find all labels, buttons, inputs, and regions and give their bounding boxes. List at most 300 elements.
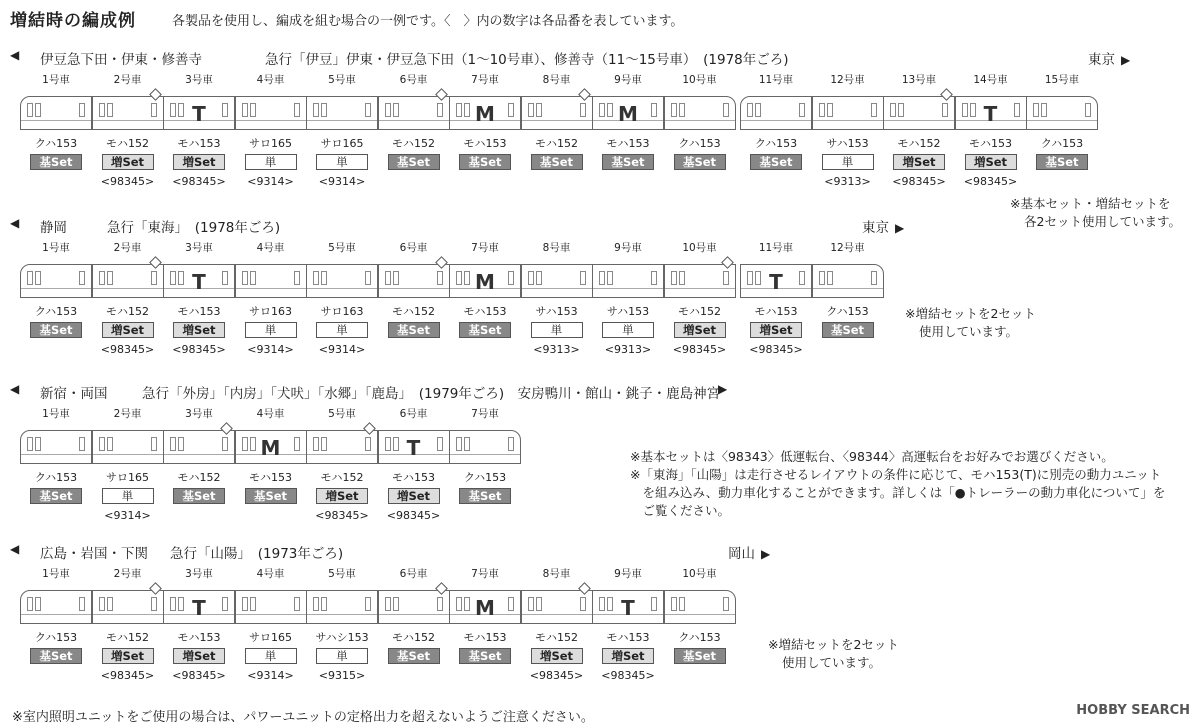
set-badge: 増Set (893, 154, 945, 170)
section-description: 急行「東海」 (1978年ごろ) (107, 220, 281, 236)
car-window (79, 103, 85, 117)
set-badge: 単 (102, 488, 154, 504)
part-number: <98345> (529, 669, 584, 682)
car-type-letter: T (621, 596, 635, 620)
train-car (664, 590, 736, 624)
car-model: クハ153 (463, 471, 507, 484)
set-badge: 増Set (173, 322, 225, 338)
car-number: 1号車 (42, 568, 70, 580)
car-number: 9号車 (614, 74, 642, 86)
section-note: を組み込み、動力車化することができます。詳しくは「●トレーラーの動力車化について」を (630, 485, 1166, 500)
train-car (812, 264, 884, 298)
car-stripe (236, 614, 306, 615)
car-window (651, 271, 657, 285)
car-window (679, 271, 685, 285)
train-car (306, 96, 378, 130)
train-car (1026, 96, 1098, 130)
car-model: サハ153 (826, 137, 869, 150)
part-number: <98345> (172, 669, 226, 682)
car-window (222, 437, 228, 451)
car-window (99, 271, 105, 285)
car-model: サロ165 (249, 137, 292, 150)
car-number: 7号車 (471, 242, 499, 254)
section-description: 急行「外房」「内房」「犬吠」「水郷」「鹿島」 (1979年ごろ) 安房鴨川・館山・銚子・鹿島神宮 (142, 386, 721, 402)
car-stripe (522, 120, 592, 121)
train-car (378, 430, 450, 464)
left-arrow-icon: ◀ (10, 382, 20, 396)
car-number: 10号車 (682, 74, 717, 86)
section-note: ご覧ください。 (630, 503, 731, 518)
section-header (10, 542, 1170, 562)
part-number: <9313> (533, 343, 580, 356)
part-number: <9313> (824, 175, 871, 188)
car-window (679, 597, 685, 611)
car-window (107, 103, 113, 117)
set-badge: 増Set (750, 322, 802, 338)
car-number: 5号車 (328, 568, 356, 580)
car-model: サロ163 (249, 305, 292, 318)
set-badge: 基Set (531, 154, 583, 170)
train-car (20, 590, 92, 624)
set-badge: 基Set (459, 648, 511, 664)
car-type-letter: M (475, 596, 495, 620)
car-model: クハ153 (826, 305, 869, 318)
car-window (321, 103, 327, 117)
car-number: 2号車 (113, 242, 142, 254)
pantograph-icon (435, 88, 448, 101)
part-number: <9314> (318, 175, 366, 188)
train-car (235, 264, 307, 298)
car-window (580, 271, 586, 285)
car-model: モハ152 (897, 137, 941, 150)
part-number: <98345> (386, 509, 441, 522)
part-number: <9314> (318, 343, 366, 356)
car-window (671, 271, 677, 285)
train-car (163, 96, 235, 130)
page-subtitle: 各製品を使用し、編成を組む場合の一例です。〈 〉内の数字は各品番を表しています。 (172, 14, 684, 29)
car-number: 5号車 (328, 74, 356, 86)
car-number: 13号車 (901, 74, 937, 86)
car-window (1033, 103, 1039, 117)
car-model: クハ153 (1040, 137, 1084, 150)
car-model: モハ152 (392, 305, 435, 318)
car-model: クハ153 (678, 137, 721, 150)
section-note: ※「東海」「山陽」は走行させるレイアウトの条件に応じて、モハ153(T)に別売の動力ユニット (630, 467, 1162, 482)
part-number: <9314> (247, 343, 294, 356)
pantograph-icon (435, 256, 448, 269)
car-window (313, 597, 319, 611)
car-window (464, 437, 470, 451)
pantograph-icon (435, 582, 448, 595)
section-header (10, 382, 1170, 402)
section-destination (728, 542, 770, 562)
train-car (306, 590, 378, 624)
train-car (163, 264, 235, 298)
right-arrow-icon: ▶ (761, 547, 771, 561)
car-model: クハ153 (34, 137, 78, 150)
car-window (27, 597, 33, 611)
car-window (321, 271, 327, 285)
car-window (79, 271, 85, 285)
car-model: モハ153 (177, 631, 221, 644)
car-window (151, 271, 157, 285)
set-badge: 増Set (674, 322, 726, 338)
train-car (92, 430, 164, 464)
car-model: モハ153 (392, 471, 435, 484)
set-badge: 単 (245, 322, 297, 338)
set-badge: 増Set (173, 648, 225, 664)
car-window (393, 103, 399, 117)
car-model: サロ165 (249, 631, 292, 644)
train-car (378, 590, 450, 624)
train-car (449, 590, 521, 624)
car-stripe (93, 614, 163, 615)
set-badge: 増Set (102, 154, 154, 170)
car-model: サロ165 (320, 137, 364, 150)
hobby-search-logo: HOBBY SEARCH (1076, 703, 1190, 718)
set-badge: 単 (316, 648, 368, 664)
pantograph-icon (721, 256, 734, 269)
car-type-letter: M (618, 102, 638, 126)
car-window (79, 597, 85, 611)
car-window (294, 271, 300, 285)
car-window (294, 103, 300, 117)
part-number: <98345> (100, 669, 155, 682)
car-stripe (164, 454, 234, 455)
car-stripe (884, 120, 954, 121)
car-window (250, 103, 256, 117)
car-stripe (307, 288, 377, 289)
part-number: <98345> (892, 175, 946, 188)
set-badge: 基Set (674, 648, 726, 664)
car-window (170, 437, 176, 451)
car-number: 8号車 (542, 74, 571, 86)
part-number: <98345> (749, 343, 803, 356)
car-window (99, 437, 105, 451)
set-badge: 増Set (965, 154, 1017, 170)
car-window (747, 103, 753, 117)
car-number: 10号車 (682, 242, 717, 254)
train-car (378, 96, 450, 130)
car-window (151, 437, 157, 451)
car-window (819, 103, 825, 117)
car-model: クハ153 (678, 631, 721, 644)
train-car (449, 264, 521, 298)
car-window (393, 271, 399, 285)
car-window (871, 103, 877, 117)
set-badge: 単 (531, 322, 583, 338)
car-type-letter: T (192, 270, 206, 294)
train-car (521, 96, 593, 130)
train-car (521, 264, 593, 298)
set-badge: 基Set (750, 154, 802, 170)
set-badge: 基Set (388, 322, 440, 338)
car-window (528, 271, 534, 285)
set-badge: 基Set (30, 154, 82, 170)
car-number: 6号車 (399, 74, 428, 86)
car-number: 14号車 (973, 74, 1008, 86)
train-car (812, 96, 884, 130)
car-number: 3号車 (185, 74, 213, 86)
car-window (27, 437, 33, 451)
car-window (898, 103, 904, 117)
car-window (99, 597, 105, 611)
car-stripe (236, 120, 306, 121)
car-window (385, 103, 391, 117)
train-car (521, 590, 593, 624)
car-stripe (93, 454, 163, 455)
part-number: <98345> (100, 343, 155, 356)
car-number: 2号車 (113, 74, 142, 86)
car-window (819, 271, 825, 285)
car-window (528, 103, 534, 117)
car-stripe (236, 288, 306, 289)
car-window (385, 597, 391, 611)
car-window (437, 103, 443, 117)
part-number: <9314> (247, 669, 294, 682)
train-car (20, 430, 92, 464)
car-number: 6号車 (399, 242, 428, 254)
section-description: 急行「伊豆」伊東・伊豆急下田（1～10号車）、修善寺（11～15号車） (1978年ごろ) (265, 52, 789, 68)
section-destination (862, 216, 904, 236)
train-car (592, 264, 664, 298)
car-number: 7号車 (471, 74, 499, 86)
car-stripe (21, 120, 91, 121)
part-number: <98345> (672, 343, 727, 356)
car-number: 5号車 (328, 408, 356, 420)
car-number: 5号車 (328, 242, 356, 254)
section-note: 使用しています。 (782, 655, 882, 670)
car-window (294, 597, 300, 611)
set-badge: 基Set (245, 488, 297, 504)
car-model: モハ153 (606, 631, 650, 644)
car-window (723, 103, 729, 117)
pantograph-icon (940, 88, 953, 101)
car-model: モハ152 (678, 305, 721, 318)
section-note: 使用しています。 (919, 324, 1019, 339)
car-stripe (379, 288, 449, 289)
set-badge: 増Set (173, 154, 225, 170)
car-window (723, 271, 729, 285)
car-window (437, 597, 443, 611)
car-stripe (741, 120, 811, 121)
car-window (385, 271, 391, 285)
car-model: サハシ153 (315, 631, 369, 644)
train-car (592, 96, 664, 130)
car-stripe (307, 454, 377, 455)
car-window (35, 437, 41, 451)
car-window (35, 597, 41, 611)
car-window (393, 597, 399, 611)
right-arrow-icon: ▶ (1121, 53, 1131, 67)
car-type-letter: T (769, 270, 783, 294)
car-model: モハ152 (106, 305, 149, 318)
car-number: 9号車 (614, 568, 642, 580)
car-window (508, 437, 514, 451)
set-badge: 増Set (102, 648, 154, 664)
pantograph-icon (220, 422, 233, 435)
train-car (235, 590, 307, 624)
car-model: モハ153 (754, 305, 798, 318)
car-stripe (665, 120, 735, 121)
car-stripe (665, 614, 735, 615)
car-stripe (522, 614, 592, 615)
car-model: モハ153 (177, 305, 221, 318)
car-window (755, 103, 761, 117)
car-window (250, 597, 256, 611)
train-car (92, 96, 164, 130)
set-badge: 増Set (388, 488, 440, 504)
car-window (313, 437, 319, 451)
car-model: モハ153 (969, 137, 1012, 150)
car-model: サハ153 (535, 305, 578, 318)
car-window (365, 597, 371, 611)
car-stripe (93, 120, 163, 121)
set-badge: 単 (316, 322, 368, 338)
car-window (151, 597, 157, 611)
section-description: 急行「山陽」 (1973年ごろ) (170, 546, 344, 562)
car-stripe (307, 614, 377, 615)
section-destination (1088, 48, 1130, 68)
car-number: 6号車 (399, 568, 428, 580)
car-window (580, 597, 586, 611)
train-car (664, 96, 736, 130)
car-number: 12号車 (830, 242, 865, 254)
car-number: 11号車 (758, 74, 794, 86)
car-type-letter: M (475, 102, 495, 126)
part-number: <9315> (318, 669, 366, 682)
destination-label: 東京 (1088, 52, 1115, 68)
car-stripe (21, 454, 91, 455)
pantograph-icon (149, 88, 162, 101)
part-number: <98345> (100, 175, 155, 188)
car-window (107, 597, 113, 611)
car-window (580, 103, 586, 117)
car-number: 3号車 (185, 568, 213, 580)
set-badge: 単 (245, 648, 297, 664)
section-note: ※増結セットを2セット (768, 637, 899, 652)
section-header (10, 216, 1170, 236)
car-stripe (379, 120, 449, 121)
set-badge: 基Set (459, 322, 511, 338)
car-model: モハ152 (535, 137, 578, 150)
car-model: モハ152 (106, 137, 149, 150)
car-number: 8号車 (542, 568, 571, 580)
car-window (679, 103, 685, 117)
footer-note: ※室内照明ユニットをご使用の場合は、パワーユニットの定格出力を超えないようご注意ください。 (12, 710, 594, 725)
car-type-letter: M (260, 436, 281, 460)
part-number: <98345> (172, 343, 226, 356)
car-model: サハ153 (606, 305, 650, 318)
car-window (723, 597, 729, 611)
car-model: クハ153 (34, 631, 78, 644)
train-car (306, 430, 378, 464)
car-window (799, 103, 805, 117)
car-number: 6号車 (399, 408, 428, 420)
car-window (536, 103, 542, 117)
train-car (306, 264, 378, 298)
train-car (378, 264, 450, 298)
car-window (27, 271, 33, 285)
train-car (20, 96, 92, 130)
car-window (607, 271, 613, 285)
part-number: <9313> (604, 343, 652, 356)
part-number: <9314> (104, 509, 151, 522)
train-car (163, 590, 235, 624)
car-type-letter: T (192, 102, 206, 126)
set-badge: 基Set (30, 648, 82, 664)
car-window (313, 103, 319, 117)
train-car (92, 264, 164, 298)
part-number: <98345> (172, 175, 226, 188)
car-stripe (21, 288, 91, 289)
car-number: 4号車 (256, 408, 285, 420)
section-origin: 広島・岩国・下関 (40, 546, 148, 562)
car-window (107, 437, 113, 451)
destination-label: 岡山 (728, 546, 755, 562)
pantograph-icon (363, 422, 376, 435)
car-window (827, 271, 833, 285)
car-window (151, 103, 157, 117)
set-badge: 基Set (30, 322, 82, 338)
car-number: 3号車 (185, 242, 213, 254)
car-model: モハ152 (320, 471, 364, 484)
pantograph-icon (149, 256, 162, 269)
part-number: <98345> (963, 175, 1018, 188)
car-window (313, 271, 319, 285)
car-window (365, 103, 371, 117)
car-model: モハ153 (177, 137, 221, 150)
car-number: 1号車 (42, 242, 70, 254)
car-model: モハ152 (392, 137, 435, 150)
section-header (10, 48, 1170, 68)
car-window (242, 103, 248, 117)
set-badge: 基Set (30, 488, 82, 504)
car-stripe (593, 288, 663, 289)
car-window (242, 597, 248, 611)
train-car (664, 264, 736, 298)
set-badge: 基Set (1036, 154, 1088, 170)
car-stripe (307, 120, 377, 121)
train-car (92, 590, 164, 624)
destination-label: 東京 (862, 220, 889, 236)
car-number: 8号車 (542, 242, 571, 254)
car-model: クハ153 (34, 471, 78, 484)
car-window (242, 271, 248, 285)
car-window (942, 103, 948, 117)
car-window (79, 437, 85, 451)
car-number: 2号車 (113, 408, 142, 420)
car-model: サロ165 (106, 471, 149, 484)
car-window (365, 437, 371, 451)
car-type-letter: T (406, 436, 421, 460)
car-stripe (1027, 120, 1097, 121)
left-arrow-icon: ◀ (10, 48, 20, 62)
car-window (365, 271, 371, 285)
car-window (99, 103, 105, 117)
car-model: モハ153 (463, 305, 507, 318)
page-title: 増結時の編成例 (10, 11, 136, 31)
section-origin: 新宿・両国 (40, 386, 108, 402)
part-number: <98345> (315, 509, 369, 522)
set-badge: 単 (316, 154, 368, 170)
left-arrow-icon: ◀ (10, 216, 20, 230)
set-badge: 単 (822, 154, 874, 170)
section-note: ※増結セットを2セット (905, 306, 1036, 321)
train-car (740, 264, 812, 298)
set-badge: 基Set (674, 154, 726, 170)
car-type-letter: T (983, 102, 998, 126)
